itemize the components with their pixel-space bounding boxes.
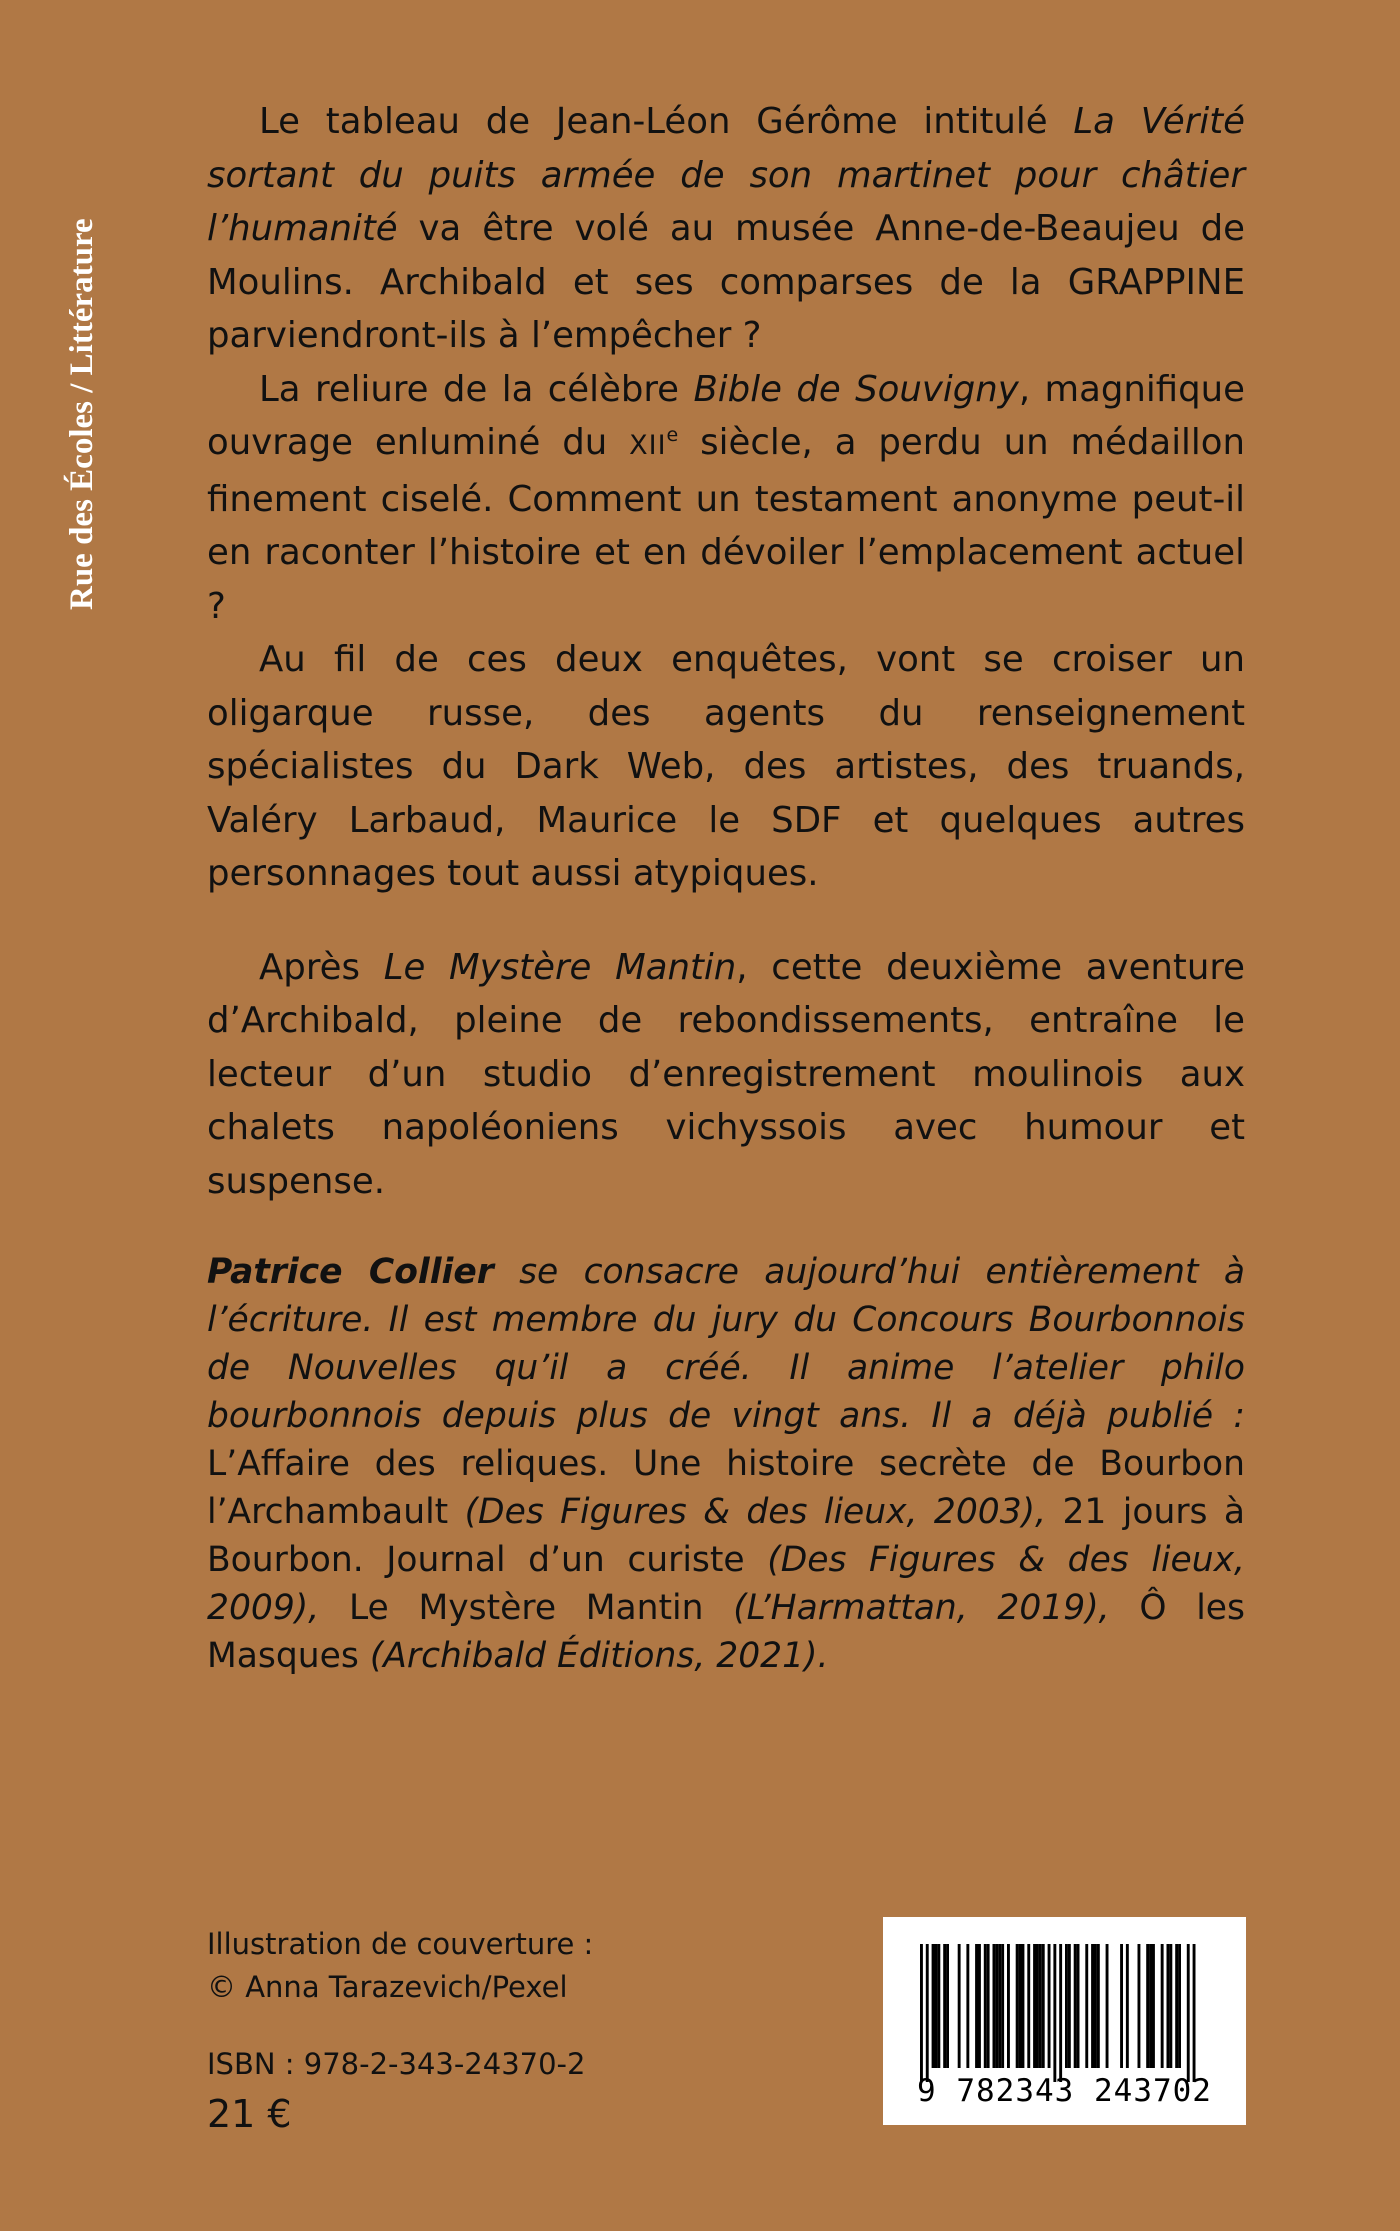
credit-author: © Anna Tarazevich/Pexel <box>207 1970 568 2004</box>
credit-label: Illustration de couverture : <box>207 1927 594 1961</box>
barcode-bar <box>943 1944 946 2068</box>
barcode-bar <box>1068 1944 1071 2068</box>
barcode-bar <box>1120 1944 1123 2068</box>
barcode-bar <box>1106 1944 1109 2068</box>
barcode-bar <box>1059 1944 1062 2082</box>
barcode-bar <box>1167 1944 1170 2068</box>
barcode-bar <box>932 1944 935 2068</box>
barcode-bar <box>935 1944 938 2068</box>
barcode-bar <box>958 1944 961 2068</box>
barcode-bar <box>926 1944 929 2082</box>
barcode-bar <box>966 1944 969 2068</box>
barcode-bar <box>1065 1944 1068 2068</box>
isbn: ISBN : 978-2-343-24370-2 <box>207 2047 586 2081</box>
barcode-bar <box>1085 1944 1088 2068</box>
barcode-bar <box>937 1944 940 2068</box>
bible-title: Bible de Souvigny <box>693 368 1019 410</box>
synopsis-paragraph-2: La reliure de la célèbre Bible de Souvigny, magnifique ouvrage enluminé du XIIe siècle, a perdu un médaillon finement ciselé. Comment un testament anonyme peut-il en raconter l’histoire et en dévoiler l’emplacement actuel ? <box>207 368 1245 627</box>
barcode-bar <box>1161 1944 1164 2068</box>
barcode-bar <box>1077 1944 1080 2068</box>
barcode-bar <box>1016 1944 1019 2068</box>
price: 21 € <box>207 2092 292 2136</box>
barcode-bar <box>1039 1944 1042 2068</box>
barcode-bar <box>978 1944 981 2068</box>
spine-collection-title: Rue des Écoles / Littérature <box>64 218 100 610</box>
barcode-bar <box>1094 1944 1097 2068</box>
barcode-bar <box>1042 1944 1045 2068</box>
barcode-bar <box>1022 1944 1025 2068</box>
barcode-bar <box>1149 1944 1152 2068</box>
barcode-bar <box>1178 1944 1181 2068</box>
barcode-bar <box>1169 1944 1172 2068</box>
barcode-digits: 9 782343 243702 <box>917 2073 1212 2109</box>
barcode-bar <box>1175 1944 1178 2068</box>
barcode-bar <box>1146 1944 1149 2068</box>
previous-book-title: Le Mystère Mantin <box>383 946 737 988</box>
synopsis-paragraph-3: Au fil de ces deux enquêtes, vont se croiser un oligarque russe, des agents du renseignement spécialistes du Dark Web, des artistes, des truands, Valéry Larbaud, Maurice le SDF et quelques autres personnages tout aussi atypiques. <box>207 639 1245 894</box>
cover-illustration-credit <box>207 1923 593 2009</box>
barcode-bar <box>1091 1944 1094 2068</box>
barcode <box>883 1917 1246 2125</box>
painting-title: La Vérité sortant du puits armée de son martinet pour châtier l’humanité <box>207 101 1245 249</box>
barcode-bar <box>1126 1944 1129 2068</box>
barcode-bar <box>1036 1944 1039 2068</box>
barcode-bar <box>995 1944 998 2068</box>
barcode-bar <box>1138 1944 1141 2068</box>
barcode-bar <box>1074 1944 1077 2068</box>
barcode-bar <box>1097 1944 1100 2068</box>
barcode-bar <box>1048 1944 1051 2068</box>
barcode-bar <box>1019 1944 1022 2068</box>
barcode-bar <box>1152 1944 1155 2068</box>
barcode-bar <box>1027 1944 1030 2068</box>
barcode-bar <box>1001 1944 1004 2068</box>
author-bio: Patrice Collier se consacre aujourd’hui entièrement à l’écriture. Il est membre du jury du Concours Bourbonnois de Nouvelles qu’il a créé. Il anime l’atelier philo bourbonnois depuis plus de vingt ans. Il a déjà publié : L’Affaire des reliques. Une histoire secrète de Bourbon l’Archambault (Des Figures & des lieux, 2003), 21 jours à Bourbon. Journal d’un curiste (Des Figures & des lieux, 2009), Le Mystère Mantin (L’Harmattan, 2019), Ô les Masques (Archibald Éditions, 2021). <box>207 1252 1246 1676</box>
back-cover-text <box>207 95 1245 1680</box>
barcode-bar <box>1053 1944 1056 2082</box>
barcode-bar <box>1187 1944 1190 2082</box>
barcode-bar <box>1193 1944 1196 2082</box>
synopsis-paragraph-1: Le tableau de Jean-Léon Gérôme intitulé La Vérité sortant du puits armée de son martinet pour châtier l’humanité va être volé au musée Anne-de-Beaujeu de Moulins. Archibald et ses comparses de la GRAPPINE parviendront-ils à l’empêcher ? <box>207 101 1245 356</box>
barcode-bar <box>1033 1944 1036 2068</box>
barcode-bar <box>998 1944 1001 2068</box>
barcode-bar <box>993 1944 996 2068</box>
barcode-bar <box>946 1944 949 2068</box>
barcode-bar <box>920 1944 923 2082</box>
barcode-bar <box>975 1944 978 2068</box>
century-superscript: e <box>666 424 679 447</box>
barcode-bar <box>984 1944 987 2068</box>
barcode-bar <box>987 1944 990 2068</box>
author-name: Patrice Collier <box>207 1252 494 1292</box>
synopsis-paragraph-4: Après Le Mystère Mantin, cette deuxième aventure d’Archibald, pleine de rebondissements, entraîne le lecteur d’un studio d’enregistrement moulinois aux chalets napoléoniens vichyssois avec humour et suspense. <box>207 946 1245 1202</box>
century-numeral: XII <box>629 430 667 461</box>
barcode-bar <box>1007 1944 1010 2068</box>
